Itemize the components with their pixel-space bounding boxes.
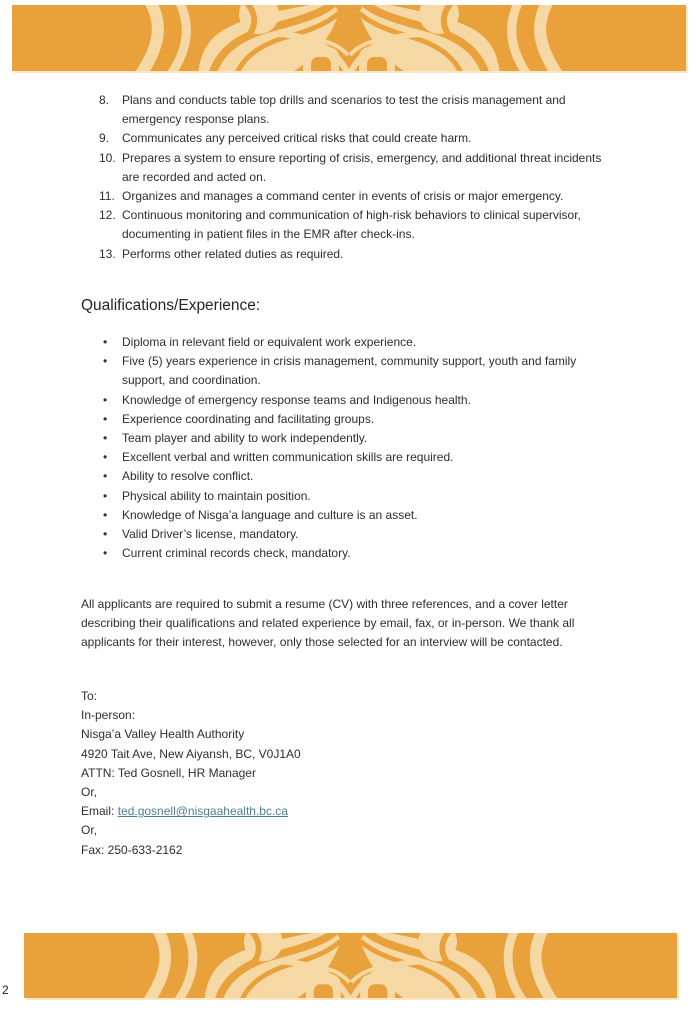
qualification-list-item [103,506,614,525]
list-item-number: 13. [99,246,116,261]
qualification-list-item [103,391,614,410]
list-item-text: Continuous monitoring and communication of high-risk behaviors to clinical supervisor, documenting in patient files in the EMR after check-ins. [122,208,581,242]
contact-lines-bottom [81,821,615,859]
bullet-icon [103,448,122,467]
list-item-text: Ability to resolve conflict. [122,469,254,484]
duty-list-item [99,245,620,264]
list-item-text: Knowledge of emergency response teams and Indigenous health. [122,392,471,407]
list-item-text: Plans and conducts table top drills and scenarios to test the crisis management and emergency response plans. [122,93,566,127]
list-item-text: Diploma in relevant field or equivalent work experience. [122,335,417,349]
qualification-list-item [103,525,614,544]
bullet-icon [103,333,122,352]
bullet-icon [103,487,122,506]
contact-line: Nisga’a Valley Health Authority [81,727,245,742]
list-item-number: 9. [99,131,110,146]
list-item-text: Valid Driver’s license, mandatory. [122,527,299,542]
list-item-text: Excellent verbal and written communication skills are required. [122,450,454,465]
duty-list-item [99,187,620,206]
contact-line: Fax: 250-633-2162 [81,842,183,857]
bullet-icon [103,467,122,486]
bullet-icon [103,429,122,448]
email-link[interactable]: ted.gosnell@nisgaahealth.bc.ca [117,804,288,819]
contact-line: In-person: [81,708,136,723]
bullet-icon [103,410,122,429]
contact-block [81,687,615,860]
list-item-number: 12. [99,208,116,223]
duties-list [99,91,620,264]
qualification-list-item [103,429,614,448]
list-item-text: Physical ability to maintain position. [122,488,311,503]
list-item-text: Current criminal records check, mandatory. [122,546,351,561]
contact-line: ATTN: Ted Gosnell, HR Manager [81,765,256,780]
list-item-text: Organizes and manages a command center in events of crisis or major emergency. [122,189,564,204]
contact-line: Or, [81,785,98,800]
list-item-text: Knowledge of Nisga’a language and culture is an asset. [122,507,418,522]
duty-list-item [99,149,620,187]
qualification-list-item [103,352,614,390]
contact-line: Or, [81,823,98,838]
contact-line: To: [81,689,98,703]
list-item-number: 8. [99,93,110,107]
duty-list-item [99,206,620,244]
qualification-list-item [103,333,614,352]
top-banner [12,5,686,71]
list-item-number: 11. [99,189,115,204]
page-number: 2 [2,983,9,997]
qualification-list-item [103,448,614,467]
qualifications-heading: Qualifications/Experience: [81,297,261,314]
qualification-list-item [103,487,614,506]
qualifications-list [103,333,614,563]
list-item-text: Prepares a system to ensure reporting of crisis, emergency, and additional threat incidents are recorded and acted on. [122,150,602,184]
contact-email-line [81,802,615,821]
list-item-text: Performs other related duties as required. [122,246,344,261]
email-label: Email: [81,804,118,819]
contact-lines-top [81,687,615,802]
duty-list-item [99,91,620,129]
list-item-text: Team player and ability to work independently. [122,431,368,446]
qualification-list-item [103,544,614,563]
bullet-icon [103,544,122,563]
formline-artwork-image [12,5,686,71]
bullet-icon [103,352,122,390]
formline-artwork-image [24,933,677,998]
list-item-text: Communicates any perceived critical risks that could create harm. [122,131,472,146]
list-item-number: 10. [99,150,116,165]
application-paragraph: All applicants are required to submit a resume (CV) with three references, and a cover letter describing their qualifications and related experience by email, fax, or in-person. We thank all applicants for their interest, however, only those selected for an interview will be contacted. [81,597,575,650]
bullet-icon [103,525,122,544]
list-item-text: Experience coordinating and facilitating groups. [122,411,375,426]
bullet-icon [103,391,122,410]
qualification-list-item [103,467,614,486]
duty-list-item [99,129,620,148]
bullet-icon [103,506,122,525]
list-item-text: Five (5) years experience in crisis management, community support, youth and family support, and coordination. [122,354,577,388]
contact-line: 4920 Tait Ave, New Aiyansh, BC, V0J1A0 [81,746,301,761]
qualification-list-item [103,410,614,429]
bottom-banner [24,933,677,998]
